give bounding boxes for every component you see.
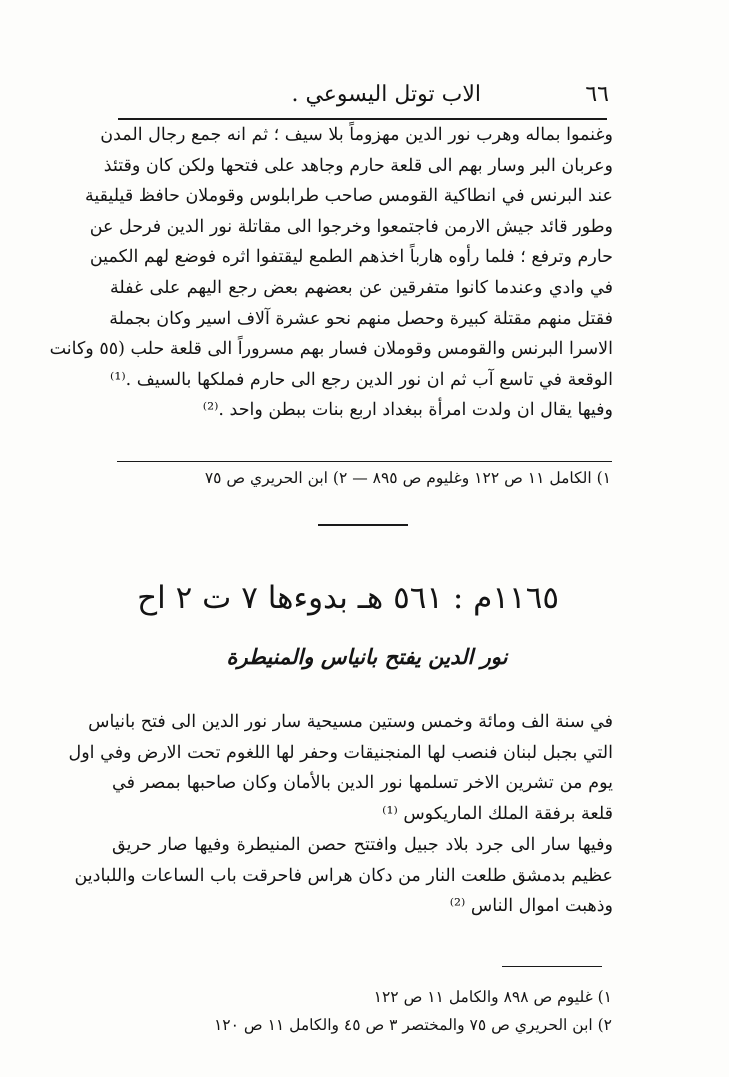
paragraph-line: وغنموا بماله وهرب نور الدين مهزوماً بلا سيف ؛ ثم انه جمع رجال المدن (100, 125, 613, 145)
footnote: ١) الكامل ١١ ص ١٢٢ وغليوم ص ٨٩٥ — ٢) ابن الحريري ص ٧٥ (204, 469, 611, 487)
paragraph-line: في سنة الف ومائة وخمس وستين مسيحية سار نور الدين الى فتح بانياس (88, 712, 613, 732)
section-separator (318, 524, 408, 526)
running-title: الاب توتل اليسوعي . (291, 82, 481, 107)
paragraph-line: حارم وترفع ؛ فلما رأوه هارباً اخذهم الطمع ليقتفوا اثره فوضع لهم الكمين (89, 247, 613, 268)
paragraph-line: فقتل منهم مقتلة كبيرة وحصل منهم نحو عشرة آلاف اسير وكان بجملة (109, 308, 613, 329)
footnotes-section1 (140, 466, 611, 490)
footnote: ٢) ابن الحريري ص ٧٥ والمختصر ٣ ص ٤٥ والكامل ١١ ص ١٢٠ (213, 1016, 612, 1034)
page-header (120, 78, 609, 118)
paragraph-line: الوقعة في تاسع آب ثم ان نور الدين رجع الى حارم فملكها بالسيف .⁽¹⁾ (110, 369, 613, 390)
section-heading: ١١٦٥م : ٥٦١ هـ بدوءها ٧ ت ٢ اح (137, 580, 559, 616)
paragraph-line: عند البرنس في انطاكية القومس صاحب طرابلوس وقوملان حافظ قيليقية (84, 186, 613, 207)
paragraph-line: الاسرا البرنس والقومس وقوملان فسار بهم مسروراً الى قلعة حلب (٥٥ وكانت (49, 339, 613, 360)
section1-paragraph (49, 120, 613, 426)
paragraph-line: وعربان البر وسار بهم الى قلعة حارم وجاهد على فتحها ولكن كان وقتئذ (103, 155, 613, 176)
footnote-rule (502, 966, 602, 967)
paragraph-line: التي بجبل لبنان فنصب لها المنجنيقات وحفر لها اللغوم تحت الارض وفي اول (68, 742, 613, 763)
page-number: ٦٦ (585, 82, 609, 107)
paragraph-line: قلعة برفقة الملك الماريكوس ⁽¹⁾ (382, 804, 613, 825)
paragraph-line: وفيها سار الى جرد بلاد جبيل وافتتح حصن المنيطرة وفيها صار حريق (112, 834, 613, 855)
paragraph-line: يوم من تشرين الاخر تسلمها نور الدين بالأمان وكان صاحبها بمصر في (112, 773, 613, 794)
paragraph-line: وفيها يقال ان ولدت امرأة ببغداد اربع بنات ببطن واحد .⁽²⁾ (202, 400, 613, 421)
paragraph-line: وذهبت اموال الناس ⁽²⁾ (449, 896, 613, 917)
section2-paragraph (68, 707, 613, 922)
section-subheading: نور الدين يفتح بانياس والمنيطرة (226, 644, 508, 669)
paragraph-line: عظيم بدمشق طلعت النار من دكان هراس فاحرقت باب الساعات واللبادين (74, 865, 613, 886)
paragraph-line: في وادي وعندما كانوا متفرقين عن بعضهم بعض رجع اليهم على غفلة (110, 277, 613, 298)
footnotes-section2 (180, 983, 612, 1039)
footnote-rule (117, 461, 612, 462)
footnote: ١) غليوم ص ٨٩٨ والكامل ١١ ص ١٢٢ (373, 988, 612, 1006)
paragraph-line: وطور قائد جيش الارمن فاجتمعوا وخرجوا الى مقاتلة نور الدين فرحل عن (89, 216, 613, 237)
